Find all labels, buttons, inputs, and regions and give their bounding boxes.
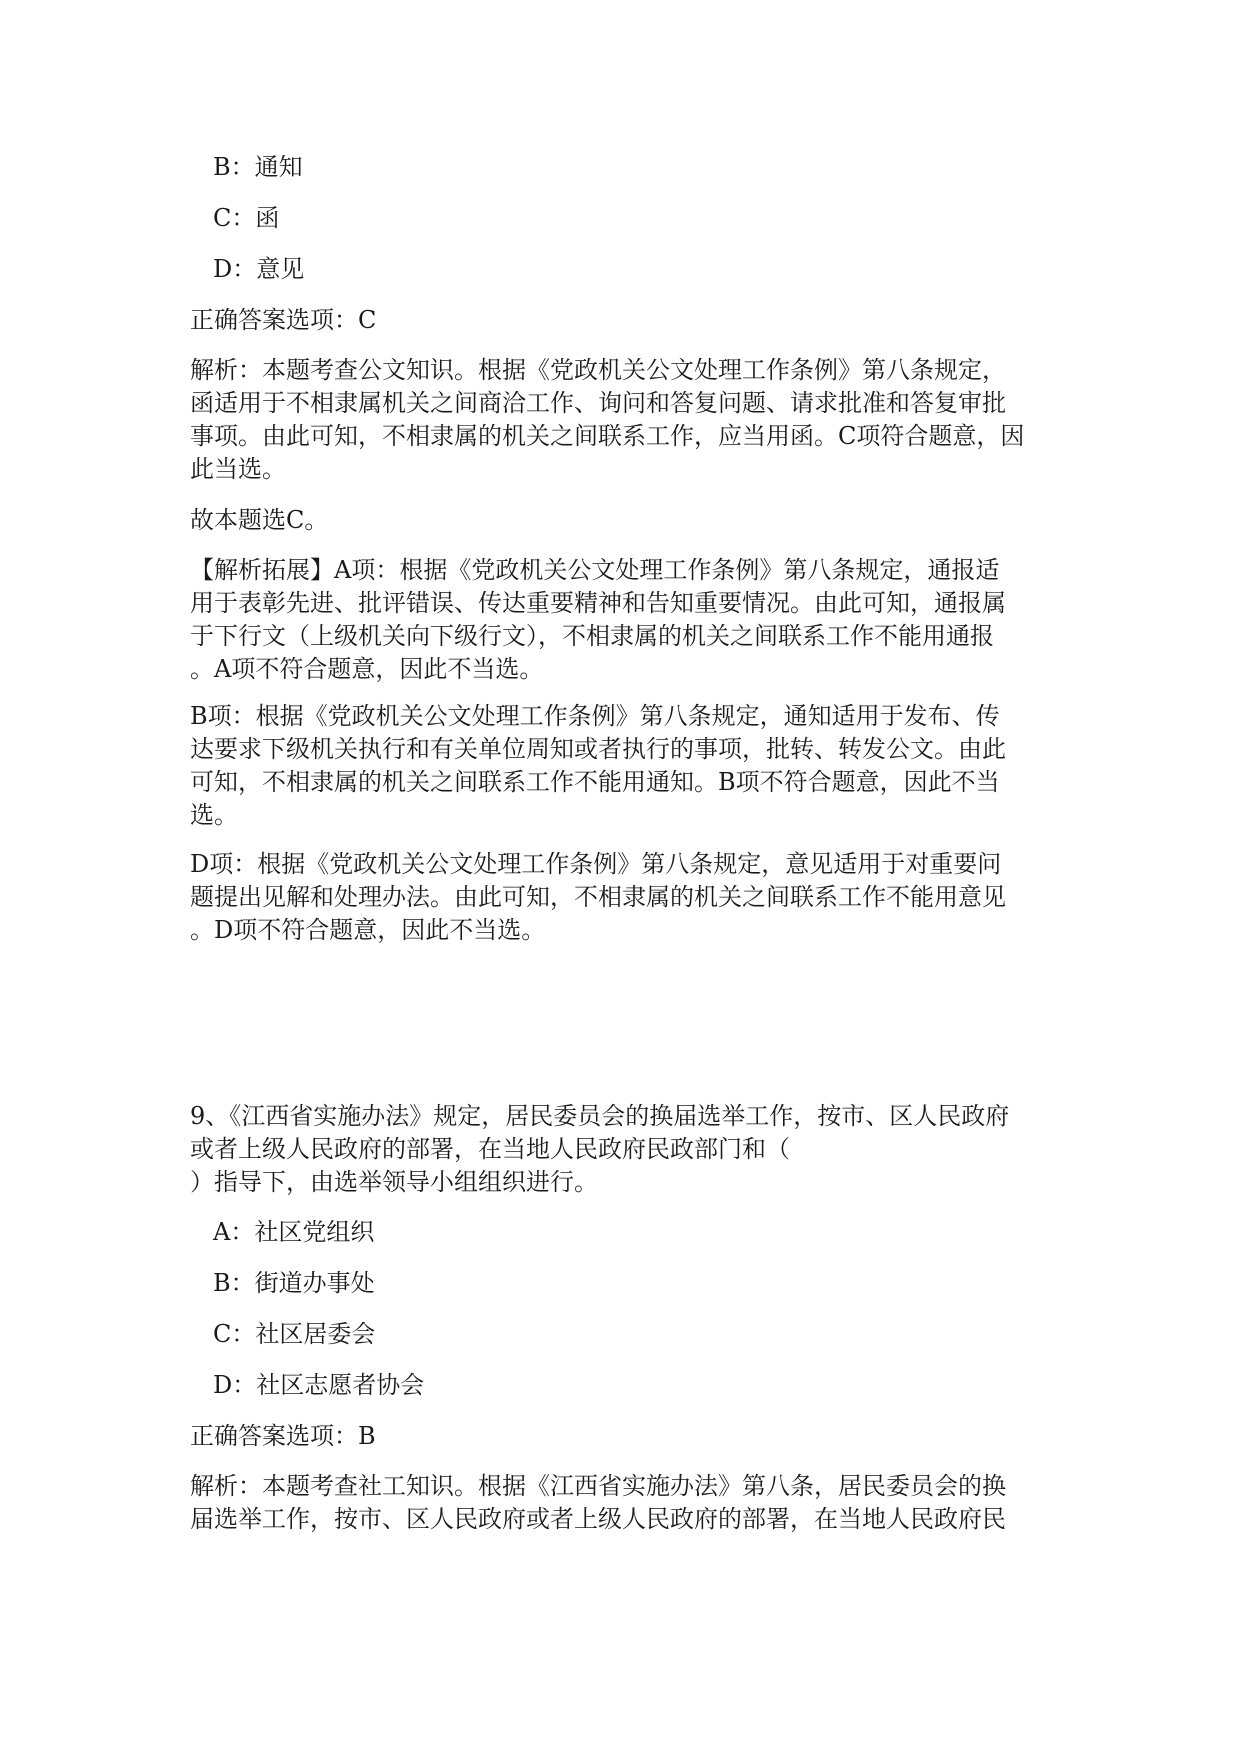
- option-d: [213, 1368, 424, 1402]
- text-line: 题提出见解和处理办法。由此可知，不相隶属的机关之间联系工作不能用意见: [190, 883, 1006, 911]
- text-line: 可知，不相隶属的机关之间联系工作不能用通知。B项不符合题意，因此不当: [190, 768, 1000, 796]
- option-letter: D：: [213, 1371, 257, 1399]
- conclusion: 故本题选C。: [190, 506, 329, 534]
- option-text: 函: [255, 204, 280, 232]
- correct-answer: 正确答案选项：B: [190, 1422, 376, 1450]
- extension-b-paragraph: [190, 700, 1065, 832]
- extension-d-paragraph: [190, 848, 1065, 947]
- text-line: 于下行文（上级机关向下级行文），不相隶属的机关之间联系工作不能用通报: [190, 622, 994, 650]
- text-line: 9、《江西省实施办法》规定，居民委员会的换届选举工作，按市、区人民政府: [190, 1102, 1010, 1130]
- option-c: [213, 1317, 375, 1351]
- text-line: 此当选。: [190, 455, 286, 483]
- option-letter: D：: [213, 255, 257, 283]
- option-text: 意见: [256, 255, 305, 283]
- text-line: 事项。由此可知，不相隶属的机关之间联系工作，应当用函。C项符合题意，因: [190, 422, 1025, 450]
- text-line: 用于表彰先进、批评错误、传达重要精神和告知重要情况。由此可知，通报属: [190, 589, 1006, 617]
- option-letter: A：: [213, 1218, 255, 1246]
- text-line: 函适用于不相隶属机关之间商洽工作、询问和答复问题、请求批准和答复审批: [190, 389, 1006, 417]
- text-line: 选。: [190, 801, 238, 829]
- option-c: [213, 201, 279, 235]
- option-letter: B：: [213, 153, 255, 181]
- text-line: 届选举工作，按市、区人民政府或者上级人民政府的部署，在当地人民政府民: [190, 1505, 1006, 1533]
- text-line: 解析：本题考查社工知识。根据《江西省实施办法》第八条，居民委员会的换: [190, 1472, 1006, 1500]
- option-text: 社区党组织: [254, 1218, 375, 1246]
- correct-answer: 正确答案选项：C: [190, 306, 377, 334]
- option-letter: B：: [213, 1269, 255, 1297]
- question-stem: [190, 1100, 1065, 1199]
- option-b: [213, 150, 303, 184]
- text-line: 达要求下级机关执行和有关单位周知或者执行的事项，批转、转发公文。由此: [190, 735, 1006, 763]
- text-line: 或者上级人民政府的部署，在当地人民政府民政部门和（: [190, 1135, 790, 1163]
- option-a: [213, 1215, 374, 1249]
- text-line: ）指导下，由选举领导小组组织进行。: [190, 1168, 598, 1196]
- option-text: 通知: [254, 153, 303, 181]
- analysis-paragraph: [190, 1470, 1065, 1536]
- text-line: D项：根据《党政机关公文处理工作条例》第八条规定，意见适用于对重要问: [190, 850, 1002, 878]
- text-line: 【解析拓展】A项：根据《党政机关公文处理工作条例》第八条规定，通报适: [190, 556, 1000, 584]
- analysis-paragraph: [190, 354, 1065, 486]
- option-text: 社区居委会: [255, 1320, 376, 1348]
- option-letter: C：: [213, 204, 256, 232]
- text-line: 解析：本题考查公文知识。根据《党政机关公文处理工作条例》第八条规定，: [190, 356, 1006, 384]
- option-text: 社区志愿者协会: [256, 1371, 425, 1399]
- option-d: [213, 252, 304, 286]
- text-line: B项：根据《党政机关公文处理工作条例》第八条规定，通知适用于发布、传: [190, 702, 1000, 730]
- option-text: 街道办事处: [254, 1269, 375, 1297]
- option-b: [213, 1266, 375, 1300]
- extension-a-paragraph: [190, 554, 1065, 686]
- text-line: 。A项不符合题意，因此不当选。: [190, 655, 544, 683]
- option-letter: C：: [213, 1320, 256, 1348]
- text-line: 。D项不符合题意，因此不当选。: [190, 916, 546, 944]
